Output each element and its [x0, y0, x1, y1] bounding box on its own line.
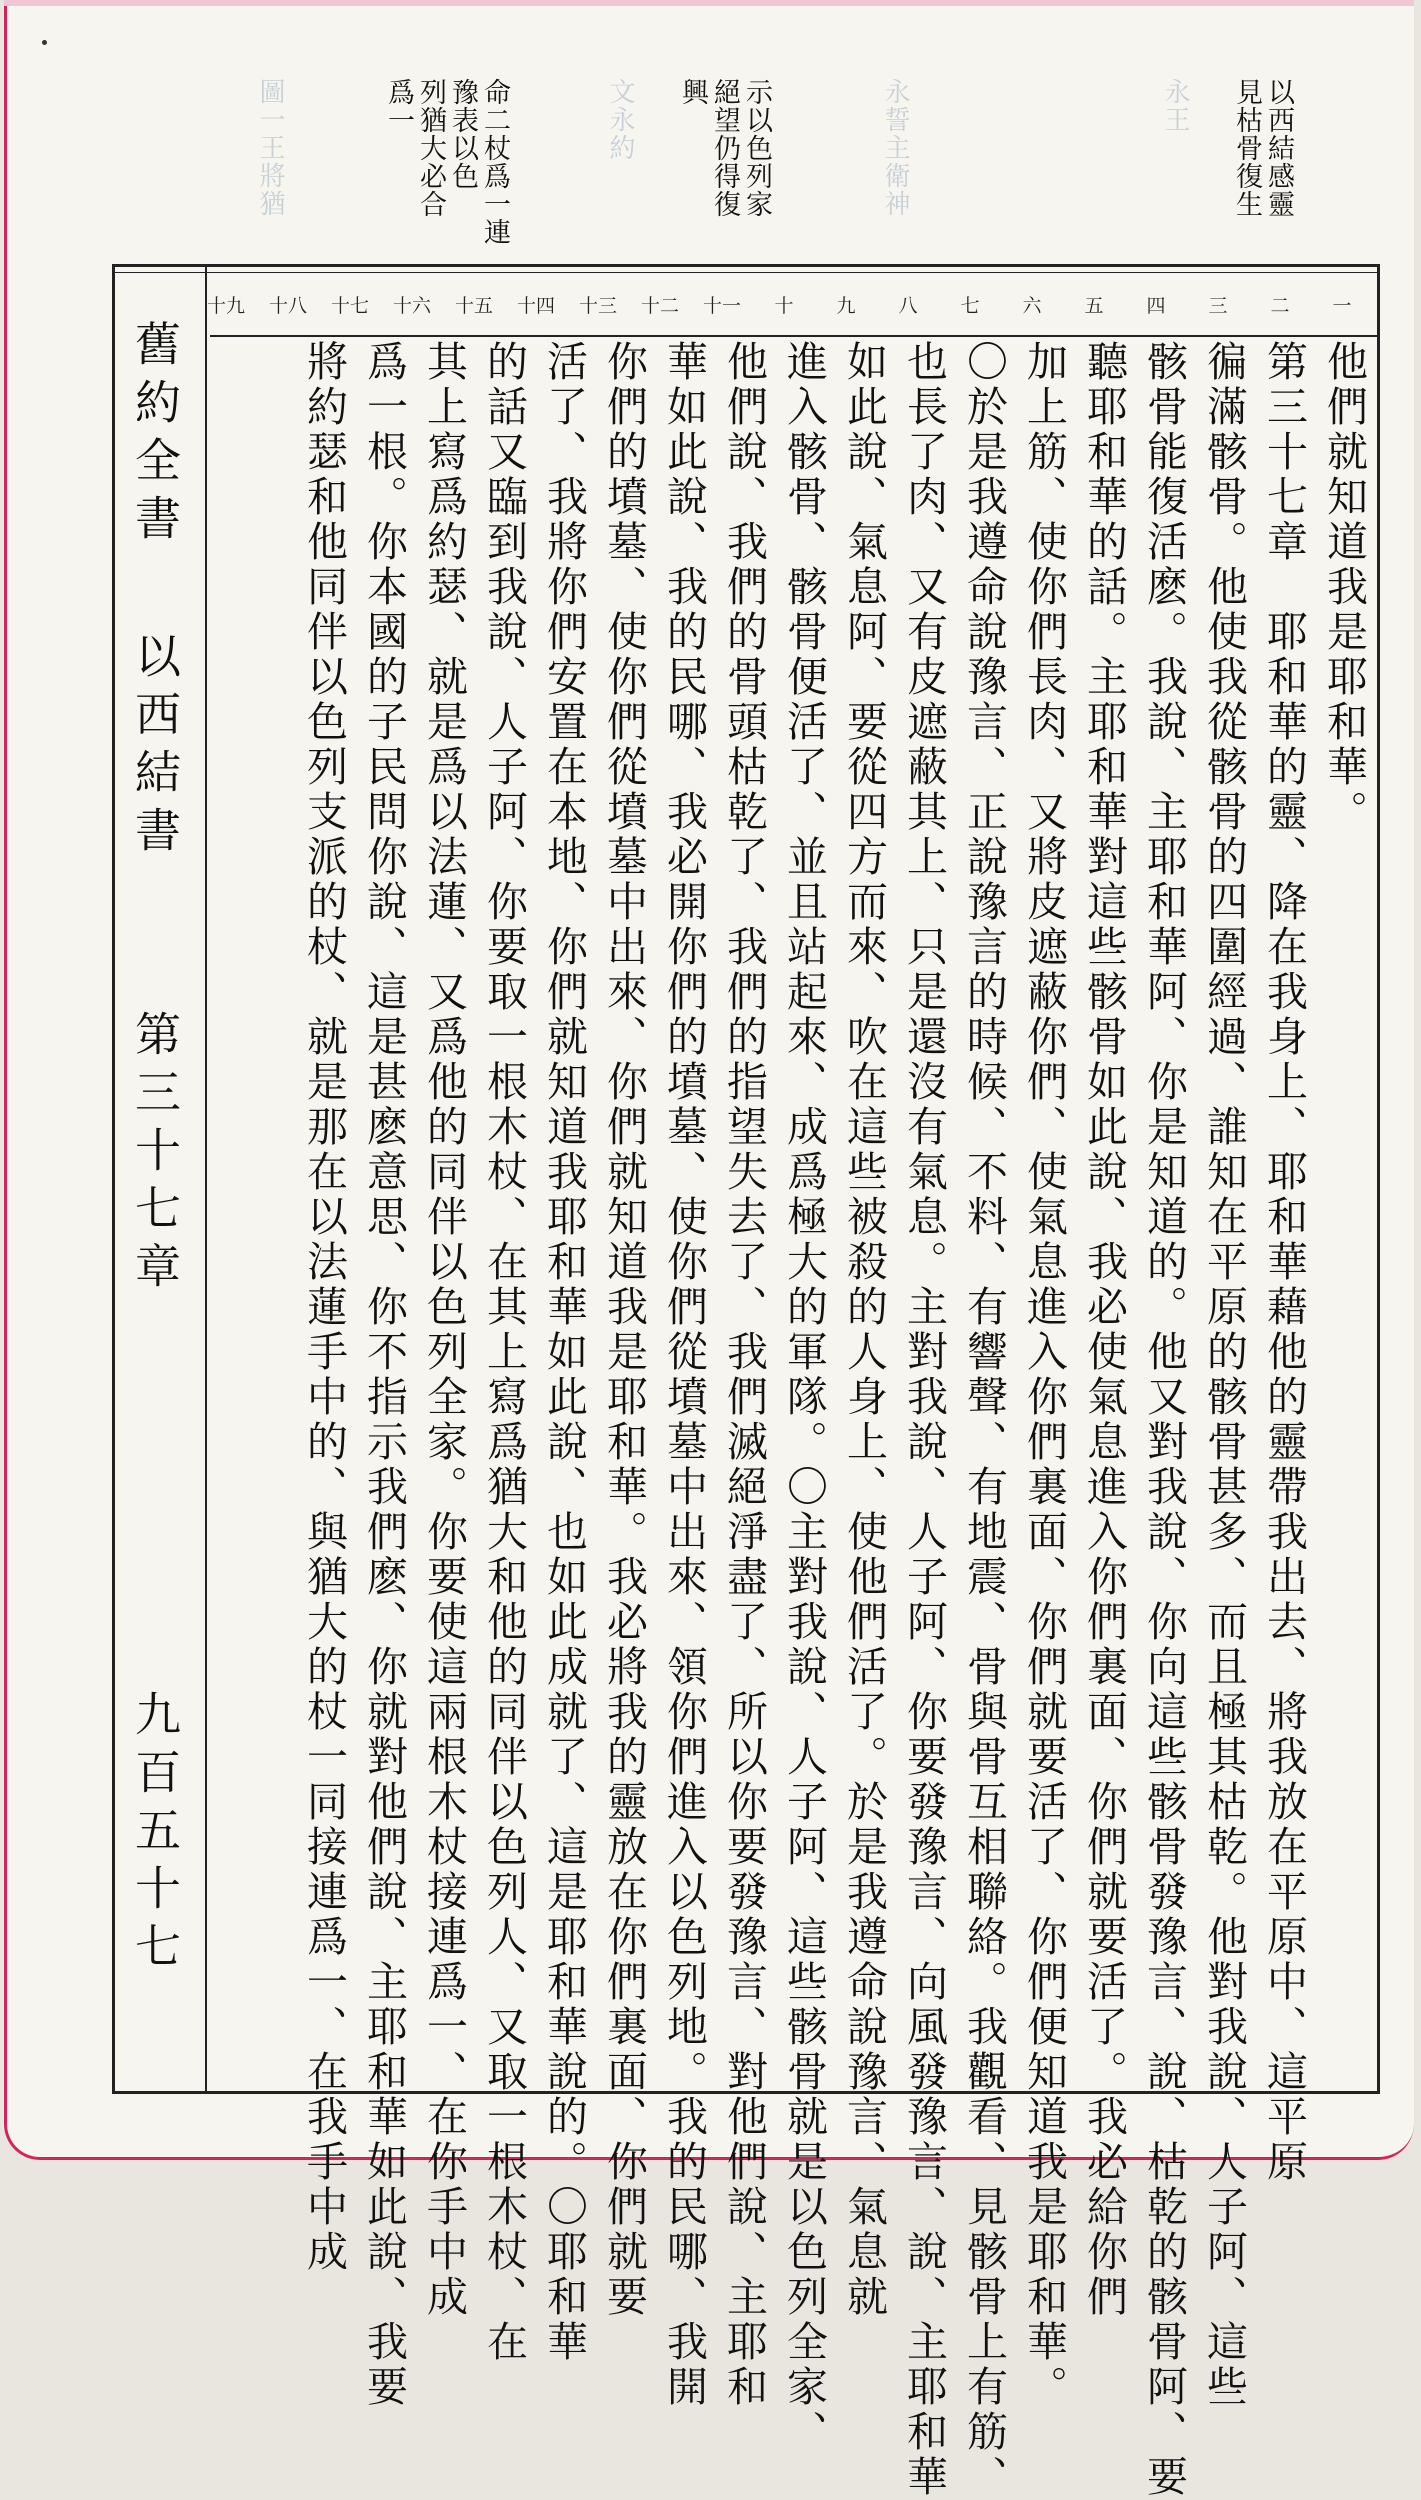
text-column: 將約瑟和他同伴以色列支派的杖、就是那在以法蓮手中的、與猶大的杖一同接連爲一、在我手中成 — [300, 340, 348, 2275]
verse-number: 二 — [1270, 295, 1290, 317]
text-column: 聽耶和華的話。主耶和華對這些骸骨如此說、我必使氣息進入你們裏面、你們就要活了。我必給你們 — [1080, 340, 1128, 2320]
verse-number: 十七 — [330, 295, 369, 317]
spine-title-text: 舊約全書 — [128, 320, 182, 552]
note-line: 示以色列家 — [741, 78, 772, 218]
ghost-text: 文永約 — [605, 78, 635, 162]
ghost-text: 圖一王將猶 — [255, 78, 285, 218]
note-line: 以西結感靈 — [1263, 78, 1294, 218]
verse-number: 十 — [774, 295, 794, 317]
note-line: 命二杖爲一連 — [479, 78, 510, 246]
verse-number: 十九 — [206, 295, 245, 317]
text-column: 他們說、我們的骨頭枯乾了、我們的指望失去了、我們滅絕淨盡了、所以你要發豫言、對他們說、主耶和 — [720, 340, 768, 2410]
verse-number: 十三 — [578, 295, 617, 317]
header-note-1 — [1230, 78, 1294, 218]
verse-number: 六 — [1022, 295, 1042, 317]
ghost-text: 永誓主衛神 — [880, 78, 910, 218]
verse-number: 十四 — [516, 295, 555, 317]
text-column: 其上寫爲約瑟、就是爲以法蓮、又爲他的同伴以色列全家。你要使這兩根木杖接連爲一、在你手中成 — [420, 340, 468, 2320]
verse-number: 十五 — [454, 295, 493, 317]
verse-number: 一 — [1332, 295, 1352, 317]
verse-number: 十八 — [268, 295, 307, 317]
frame-rule — [112, 272, 1380, 273]
text-column: 如此說、氣息阿、要從四方而來、吹在這些被殺的人身上、使他們活了。於是我遵命說豫言、氣息就 — [840, 340, 888, 2320]
text-column: 〇於是我遵命說豫言、正說豫言的時候、不料、有響聲、有地震、骨與骨互相聯絡。我觀看、見骸骨上有筋、 — [960, 340, 1008, 2500]
text-column: 活了、我將你們安置在本地、你們就知道我耶和華如此說、也如此成就了、這是耶和華說的。〇耶和華 — [540, 340, 588, 2365]
header-note-3 — [382, 78, 510, 246]
page-speck — [42, 40, 47, 45]
verse-number: 七 — [960, 295, 980, 317]
page-number-text: 九百五十七 — [128, 1690, 182, 1980]
verse-number: 八 — [898, 295, 918, 317]
note-line: 絕望仍得復 — [709, 78, 740, 218]
note-line: 豫表以色 — [447, 78, 478, 190]
spine-chapter-text: 第三十七章 — [128, 1010, 182, 1300]
text-column: 爲一根。你本國的子民問你說、這是甚麽意思、你不指示我們麽、你就對他們說、主耶和華如此說、我要 — [360, 340, 408, 2410]
text-column: 他們就知道我是耶和華。 — [1320, 340, 1368, 835]
verse-number-rule — [210, 335, 1380, 337]
ghost-text: 永王 — [1160, 78, 1190, 134]
note-line: 見枯骨復生 — [1231, 78, 1262, 218]
page-edge — [4, 0, 1414, 6]
text-column: 第三十七章 耶和華的靈、降在我身上、耶和華藉他的靈帶我出去、將我放在平原中、這平原 — [1260, 340, 1308, 2185]
text-column: 加上筋、使你們長肉、又將皮遮蔽你們、使氣息進入你們裏面、你們就要活了、你們便知道我是耶和華。 — [1020, 340, 1068, 2410]
text-column: 進入骸骨、骸骨便活了、並且站起來、成爲極大的軍隊。〇主對我說、人子阿、這些骸骨就是以色列全家、 — [780, 340, 828, 2455]
note-line: 興 — [677, 78, 708, 106]
verse-number: 四 — [1146, 295, 1166, 317]
verse-number: 十一 — [702, 295, 741, 317]
text-column: 華如此說、我的民哪、我必開你們的墳墓、使你們從墳墓中出來、領你們進入以色列地。我的民哪、我開 — [660, 340, 708, 2410]
text-column: 徧滿骸骨。他使我從骸骨的四圍經過、誰知在平原的骸骨甚多、而且極其枯乾。他對我說、人子阿、這些 — [1200, 340, 1248, 2410]
text-column: 也長了肉、又有皮遮蔽其上、只是還沒有氣息。主對我說、人子阿、你要發豫言、向風發豫言、說、主耶和華 — [900, 340, 948, 2500]
header-note-2 — [676, 78, 772, 218]
note-line: 爲一 — [383, 78, 414, 134]
note-line: 列猶大必合 — [415, 78, 446, 218]
text-column: 你們的墳墓、使你們從墳墓中出來、你們就知道我是耶和華。我必將我的靈放在你們裏面、你們就要 — [600, 340, 648, 2320]
verse-number: 九 — [836, 295, 856, 317]
verse-number: 五 — [1084, 295, 1104, 317]
verse-number: 十六 — [392, 295, 431, 317]
text-column: 骸骨能復活麽。我說、主耶和華阿、你是知道的。他又對我說、你向這些骸骨發豫言、說、枯乾的骸骨阿、要 — [1140, 340, 1188, 2500]
verse-number: 十二 — [640, 295, 679, 317]
verse-number: 三 — [1208, 295, 1228, 317]
spine-book-text: 以西結書 — [128, 632, 182, 864]
text-column: 的話又臨到我說、人子阿、你要取一根木杖、在其上寫爲猶大和他的同伴以色列人、又取一根木杖、在 — [480, 340, 528, 2365]
